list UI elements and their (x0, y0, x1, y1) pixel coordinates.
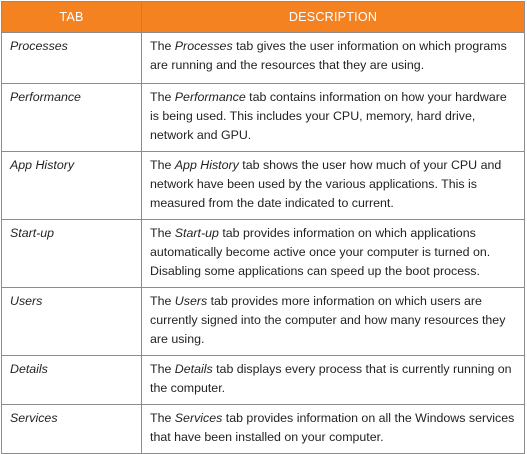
tab-name-cell: App History (2, 152, 142, 220)
table-row (2, 84, 525, 152)
description-tab-name: App History (174, 158, 239, 172)
description-tab-name: Users (174, 294, 208, 308)
description-prefix: The (150, 294, 175, 308)
tab-name-cell: Start-up (2, 220, 142, 288)
description-tab-name: Performance (174, 90, 246, 104)
tab-name-cell: Performance (2, 84, 142, 152)
description-text: tab contains information on how your hardware is being used. This includes your CPU, memory, hard drive, network and GPU. (150, 90, 507, 142)
description-prefix: The (150, 362, 175, 376)
description-prefix: The (150, 39, 175, 53)
description-text: tab provides information on which applications automatically become active once your computer is turned on. Disabling some applications can speed up the boot process. (150, 226, 491, 278)
description-cell (142, 84, 525, 152)
table-row (2, 33, 525, 84)
tab-name-cell: Details (2, 356, 142, 405)
table-row (2, 220, 525, 288)
description-prefix: The (150, 411, 175, 425)
header-description: DESCRIPTION (142, 2, 525, 33)
table-row (2, 288, 525, 356)
description-cell (142, 220, 525, 288)
tabs-description-table (1, 1, 525, 454)
tab-name-cell: Processes (2, 33, 142, 84)
description-text: tab gives the user information on which programs are running and the resources that they are using. (150, 39, 507, 72)
description-prefix: The (150, 90, 175, 104)
description-prefix: The (150, 226, 175, 240)
description-cell (142, 152, 525, 220)
table-row (2, 356, 525, 405)
description-text: tab displays every process that is currently running on the computer. (150, 362, 512, 395)
description-text: tab provides information on all the Windows services that have been installed on your computer. (150, 411, 515, 444)
description-cell (142, 356, 525, 405)
table-row (2, 152, 525, 220)
table-row (2, 405, 525, 454)
description-tab-name: Processes (174, 39, 233, 53)
description-prefix: The (150, 158, 175, 172)
description-cell (142, 405, 525, 454)
table-header-row (2, 2, 525, 33)
description-text: tab shows the user how much of your CPU and network have been used by the various applications. This is measured from the date indicated to current. (150, 158, 502, 210)
tab-name-cell: Users (2, 288, 142, 356)
header-tab: TAB (2, 2, 142, 33)
description-tab-name: Services (174, 411, 223, 425)
description-cell (142, 33, 525, 84)
description-text: tab provides more information on which users are currently signed into the computer and how many resources they are using. (150, 294, 506, 346)
description-tab-name: Start-up (174, 226, 219, 240)
description-cell (142, 288, 525, 356)
description-tab-name: Details (174, 362, 213, 376)
tab-name-cell: Services (2, 405, 142, 454)
